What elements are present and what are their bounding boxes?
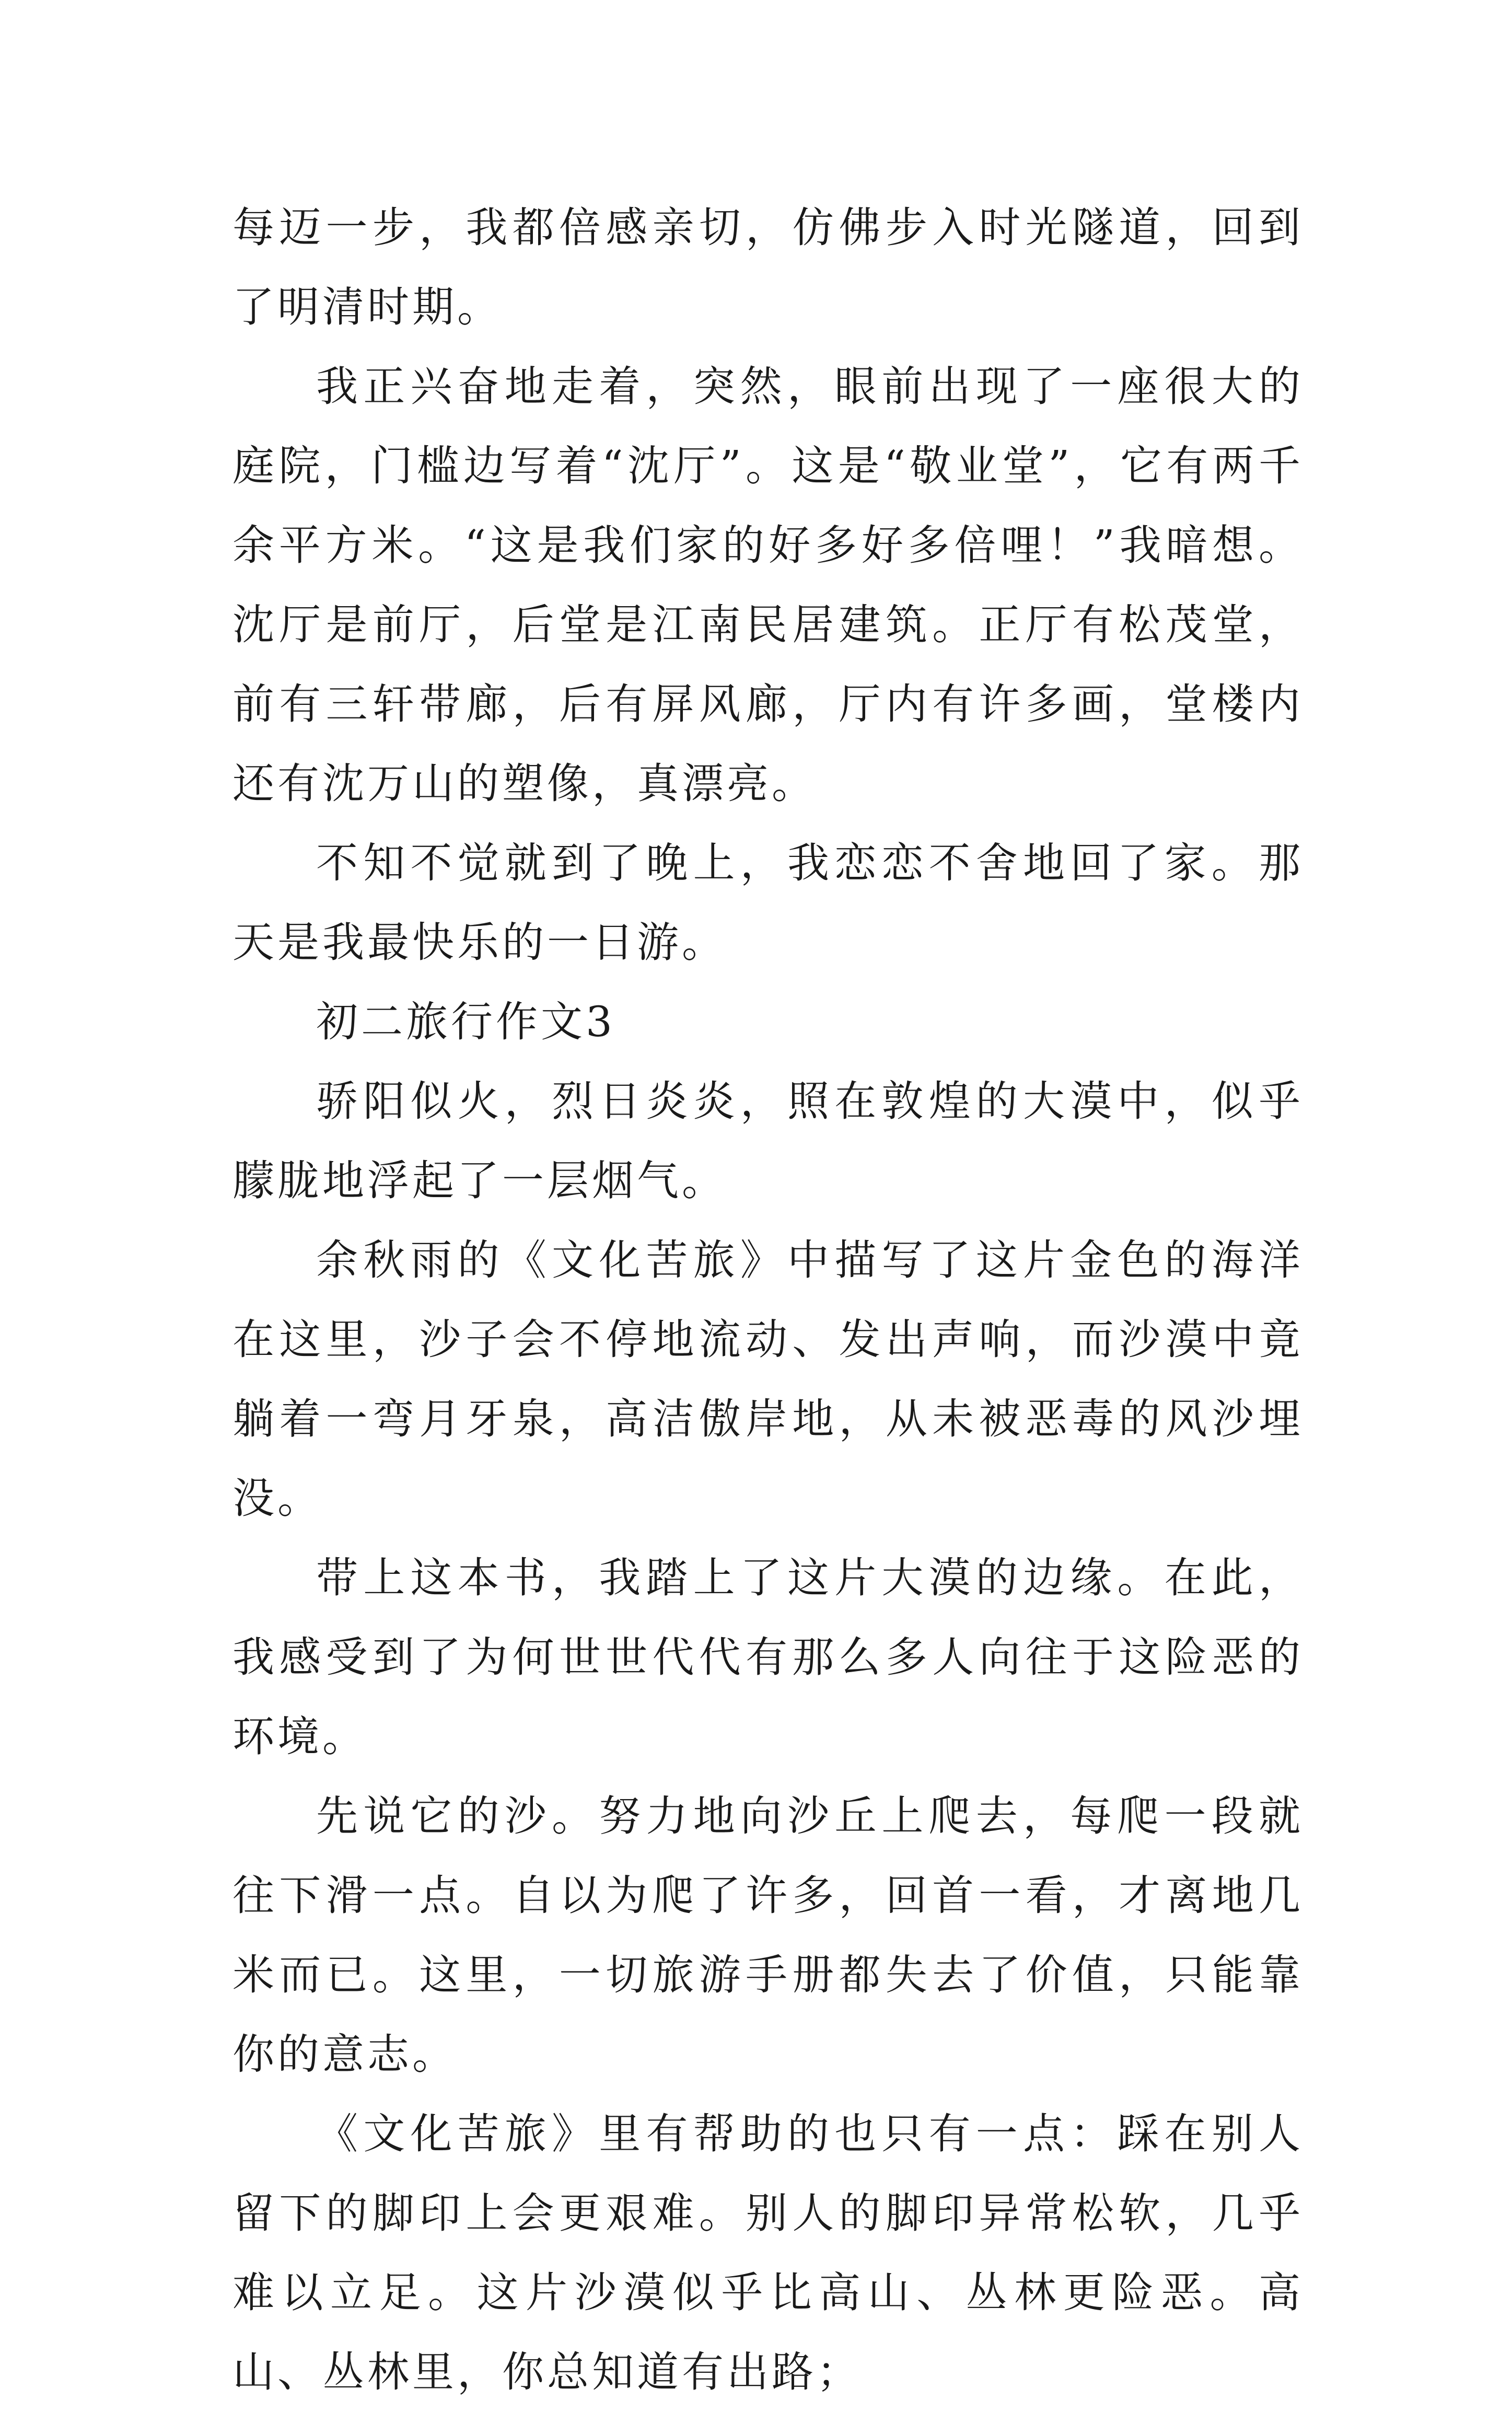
paragraph-7: 带上这本书，我踏上了这片大漠的边缘。在此，我感受到了为何世世代代有那么多人向往于这险恶的环境。 [232,1553,1304,1761]
section-heading: 初二旅行作文3 [316,998,615,1046]
body-text [232,188,1304,2412]
paragraph-3: 不知不觉就到了晚上，我恋恋不舍地回了家。那天是我最快乐的一日游。 [232,839,1304,967]
paragraph-8: 先说它的沙。努力地向沙丘上爬去，每爬一段就往下滑一点。自以为爬了许多，回首一看，才离地几米而已。这里，一切旅游手册都失去了价值，只能靠你的意志。 [232,1792,1304,2079]
paragraph-6: 余秋雨的《文化苦旅》中描写了这片金色的海洋在这里，沙子会不停地流动、发出声响，而沙漠中竟躺着一弯月牙泉，高洁傲岸地，从未被恶毒的风沙埋没。 [232,1236,1304,1523]
paragraph-2: 我正兴奋地走着，突然，眼前出现了一座很大的庭院，门槛边写着“沈厅”。这是“敬业堂”，它有两千余平方米。“这是我们家的好多好多倍哩！”我暗想。沈厅是前厅，后堂是江南民居建筑。正厅有松茂堂，前有三轩带廊，后有屏风廊，厅内有许多画，堂楼内还有沈万山的塑像，真漂亮。 [232,362,1304,808]
paragraph-9: 《文化苦旅》里有帮助的也只有一点：踩在别人留下的脚印上会更艰难。别人的脚印异常松软，几乎难以立足。这片沙漠似乎比高山、丛林更险恶。高山、丛林里，你总知道有出路； [232,2109,1304,2396]
paragraph-1: 每迈一步，我都倍感亲切，仿佛步入时光隧道，回到了明清时期。 [232,203,1304,331]
paragraph-5: 骄阳似火，烈日炎炎，照在敦煌的大漠中，似乎朦胧地浮起了一层烟气。 [232,1077,1304,1205]
